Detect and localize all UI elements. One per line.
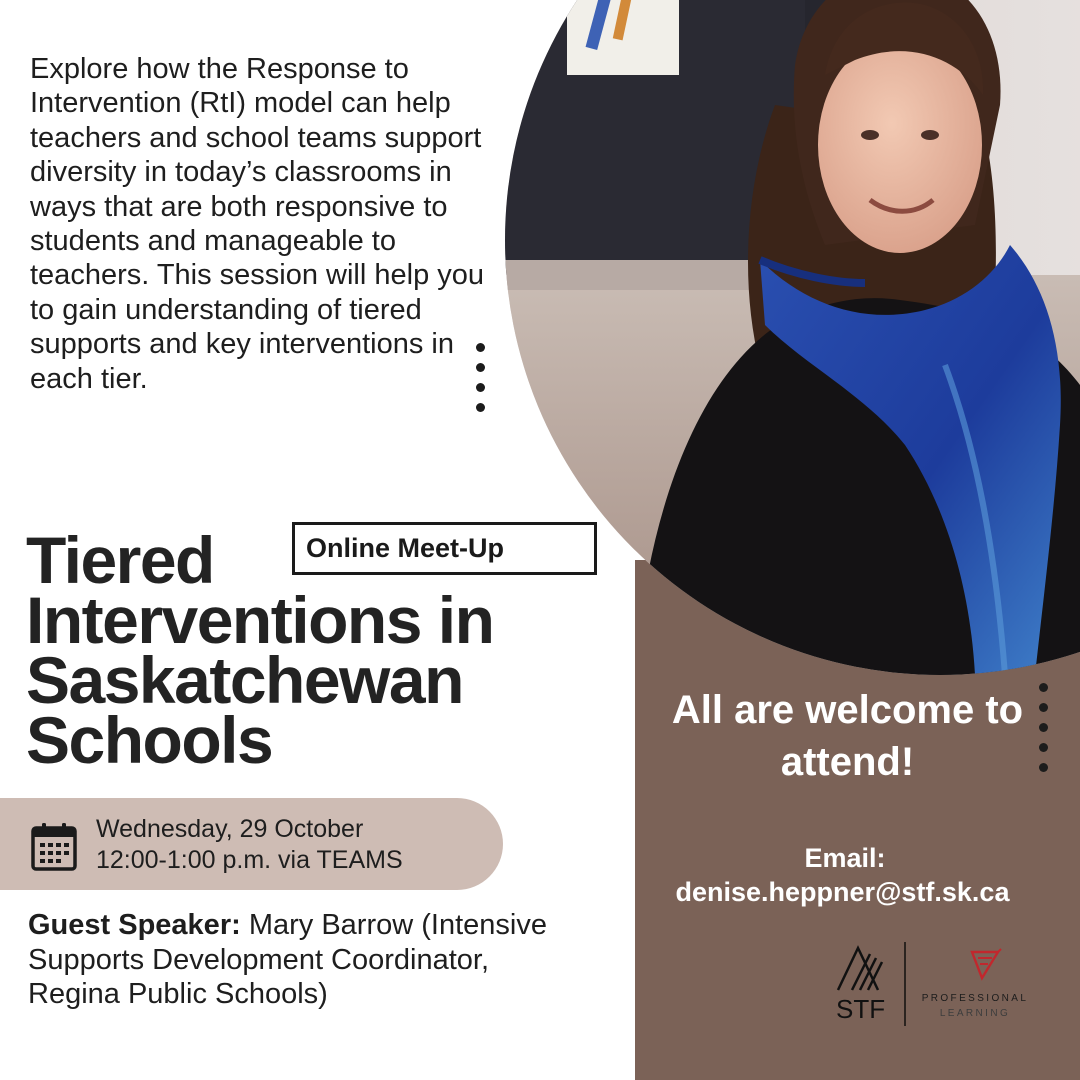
stf-wordmark: STF — [836, 994, 886, 1024]
dot — [1039, 763, 1048, 772]
contact-email: denise.heppner@stf.sk.ca — [675, 877, 1010, 907]
calendar-icon — [30, 822, 78, 877]
event-title-line-4: Schools — [26, 703, 273, 777]
dot — [1039, 743, 1048, 752]
event-title-line-3: Saskatchewan — [26, 643, 463, 717]
guest-speaker-role: (Intensive Supports Development Coordinator, Regina Public Schools) — [28, 909, 547, 1010]
dot — [476, 383, 485, 392]
event-date: Wednesday, 29 October — [96, 815, 364, 843]
dot-column-right — [1039, 683, 1049, 783]
guest-speaker-label: Guest Speaker: — [28, 909, 241, 941]
professional-learning-line-2: LEARNING — [939, 1008, 1011, 1019]
event-description: Explore how the Response to Intervention (RtI) model can help teachers and school teams support diversity in today’s classrooms in ways that are both responsive to students and manageable to teachers. This session will help you to gain understanding of tiered supports and key interventions in each tier. — [30, 53, 485, 395]
logo-divider — [904, 942, 906, 1026]
dot — [1039, 683, 1048, 692]
stf-logo-icon — [830, 940, 890, 999]
pen-mark-icon — [968, 948, 1004, 987]
dot-column-left — [476, 343, 486, 423]
event-title-line-2: Interventions in — [26, 583, 494, 657]
online-meetup-badge: Online Meet-Up — [292, 522, 597, 575]
professional-learning-line-1: PROFESSIONAL — [921, 993, 1029, 1004]
dot — [1039, 703, 1048, 712]
dot — [476, 363, 485, 372]
event-time: 12:00-1:00 p.m. via TEAMS — [96, 846, 403, 874]
guest-speaker-info — [28, 908, 588, 1012]
email-label: Email: — [804, 843, 886, 873]
guest-speaker-name: Mary Barrow — [248, 909, 414, 941]
dot — [1039, 723, 1048, 732]
dot — [476, 403, 485, 412]
dot — [476, 343, 485, 352]
event-title-line-1: Tiered — [26, 523, 214, 597]
welcome-message: All are welcome to attend! — [671, 688, 1024, 784]
